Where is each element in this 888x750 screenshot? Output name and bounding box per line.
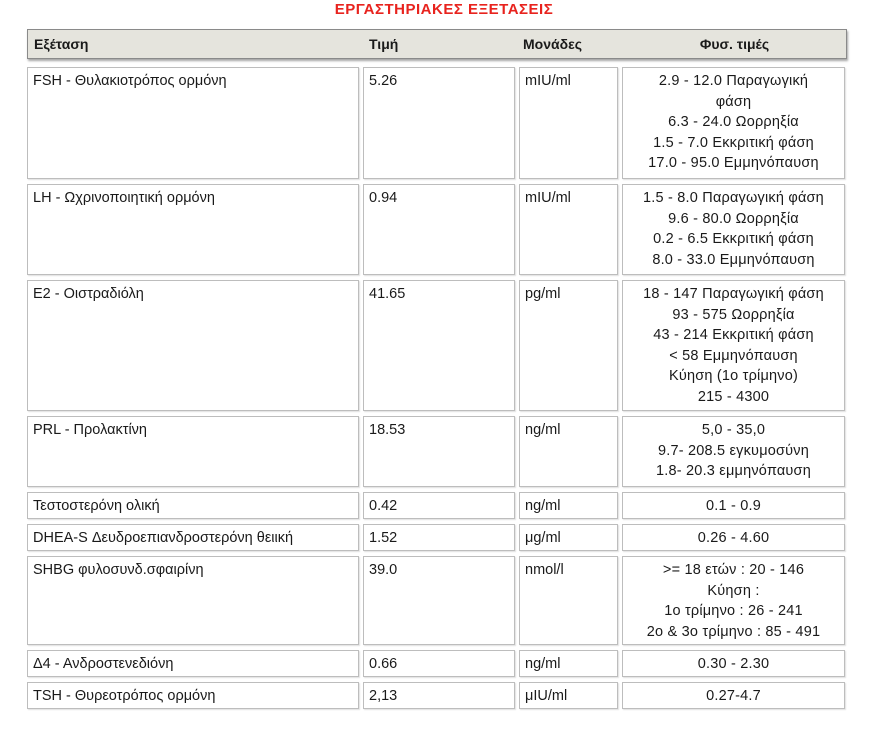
reference-range-line: Κύηση (1ο τρίμηνο) (668, 368, 799, 384)
reference-range-cell (622, 682, 845, 709)
column-header-test: Εξέταση (34, 36, 89, 52)
reference-range-cell (622, 416, 845, 487)
page-title: ΕΡΓΑΣΤΗΡΙΑΚΕΣ ΕΞΕΤΑΣΕΙΣ (334, 1, 554, 18)
column-header-value: Τιμή (369, 36, 399, 52)
test-unit-cell: μIU/ml (519, 682, 618, 709)
test-name-cell: DHEA-S Δευδροεπιανδροστερόνη θειική (27, 524, 359, 551)
reference-range-line: 17.0 - 95.0 Εμμηνόπαυση (648, 155, 819, 171)
test-unit-cell: ng/ml (519, 492, 618, 519)
test-name-cell: LH - Ωχρινοποιητική ορμόνη (27, 184, 359, 275)
test-name-cell: SHBG φυλοσυνδ.σφαιρίνη (27, 556, 359, 645)
reference-range-line: 215 - 4300 (697, 388, 770, 405)
test-value-cell: 0.42 (363, 492, 515, 519)
test-name-cell: E2 - Οιστραδιόλη (27, 280, 359, 411)
test-value-cell: 0.94 (363, 184, 515, 275)
reference-range-cell (622, 492, 845, 519)
reference-range-line: 9.7- 208.5 εγκυμοσύνη (657, 442, 810, 459)
test-unit-cell: μg/ml (519, 524, 618, 551)
reference-range-cell (622, 556, 845, 645)
test-value-cell: 2,13 (363, 682, 515, 709)
reference-range-line: 1ο τρίμηνο : 26 - 241 (664, 603, 803, 619)
column-header-range: Φυσ. τιμές (699, 36, 770, 52)
test-unit-cell: pg/ml (519, 280, 618, 411)
reference-range-line: 43 - 214 Εκκριτική φάση (653, 327, 814, 343)
reference-range-cell (622, 524, 845, 551)
reference-range-line: φάση (715, 93, 752, 110)
reference-range-line: 0.1 - 0.9 (706, 498, 761, 514)
reference-range-line: 1.5 - 7.0 Εκκριτική φάση (653, 134, 814, 151)
test-name-cell: TSH - Θυρεοτρόπος ορμόνη (27, 682, 359, 709)
test-name-cell: PRL - Προλακτίνη (27, 416, 359, 487)
reference-range-cell (622, 67, 845, 179)
reference-range-line: >= 18 ετών : 20 - 146 (662, 562, 805, 578)
test-unit-cell: nmol/l (519, 556, 618, 645)
table-header (27, 29, 847, 59)
reference-range-cell (622, 650, 845, 677)
test-value-cell: 1.52 (363, 524, 515, 551)
reference-range-line: 1.5 - 8.0 Παραγωγική φάση (643, 190, 824, 206)
test-unit-cell: mIU/ml (519, 67, 618, 179)
reference-range-line: 1.8- 20.3 εμμηνόπαυση (656, 463, 811, 479)
test-value-cell: 5.26 (363, 67, 515, 179)
test-unit-cell: ng/ml (519, 416, 618, 487)
test-value-cell: 18.53 (363, 416, 515, 487)
reference-range-line: 8.0 - 33.0 Εμμηνόπαυση (652, 251, 815, 268)
test-name-cell: FSH - Θυλακιοτρόπος ορμόνη (27, 67, 359, 179)
test-name-cell: Τεστοστερόνη ολική (27, 492, 359, 519)
reference-range-line: 2ο & 3ο τρίμηνο : 85 - 491 (646, 623, 821, 640)
reference-range-line: 2.9 - 12.0 Παραγωγική (658, 73, 809, 89)
reference-range-line: 93 - 575 Ωορρηξία (672, 306, 795, 323)
reference-range-line: 0.30 - 2.30 (697, 656, 770, 672)
reference-range-line: < 58 Εμμηνόπαυση (669, 347, 798, 364)
test-unit-cell: ng/ml (519, 650, 618, 677)
reference-range-line: 0.27-4.7 (706, 688, 761, 704)
reference-range-line: 0.2 - 6.5 Εκκριτική φάση (653, 231, 814, 247)
test-value-cell: 0.66 (363, 650, 515, 677)
column-header-unit: Μονάδες (523, 36, 583, 52)
reference-range-line: 0.26 - 4.60 (697, 530, 770, 546)
test-value-cell: 41.65 (363, 280, 515, 411)
reference-range-line: Κύηση : (707, 582, 760, 599)
reference-range-line: 5,0 - 35,0 (701, 422, 766, 438)
reference-range-line: 6.3 - 24.0 Ωορρηξία (668, 114, 799, 130)
reference-range-line: 18 - 147 Παραγωγική φάση (643, 286, 824, 302)
reference-range-line: 9.6 - 80.0 Ωορρηξία (668, 210, 799, 227)
test-value-cell: 39.0 (363, 556, 515, 645)
test-unit-cell: mIU/ml (519, 184, 618, 275)
reference-range-cell (622, 280, 845, 411)
test-name-cell: Δ4 - Ανδροστενεδιόνη (27, 650, 359, 677)
reference-range-cell (622, 184, 845, 275)
